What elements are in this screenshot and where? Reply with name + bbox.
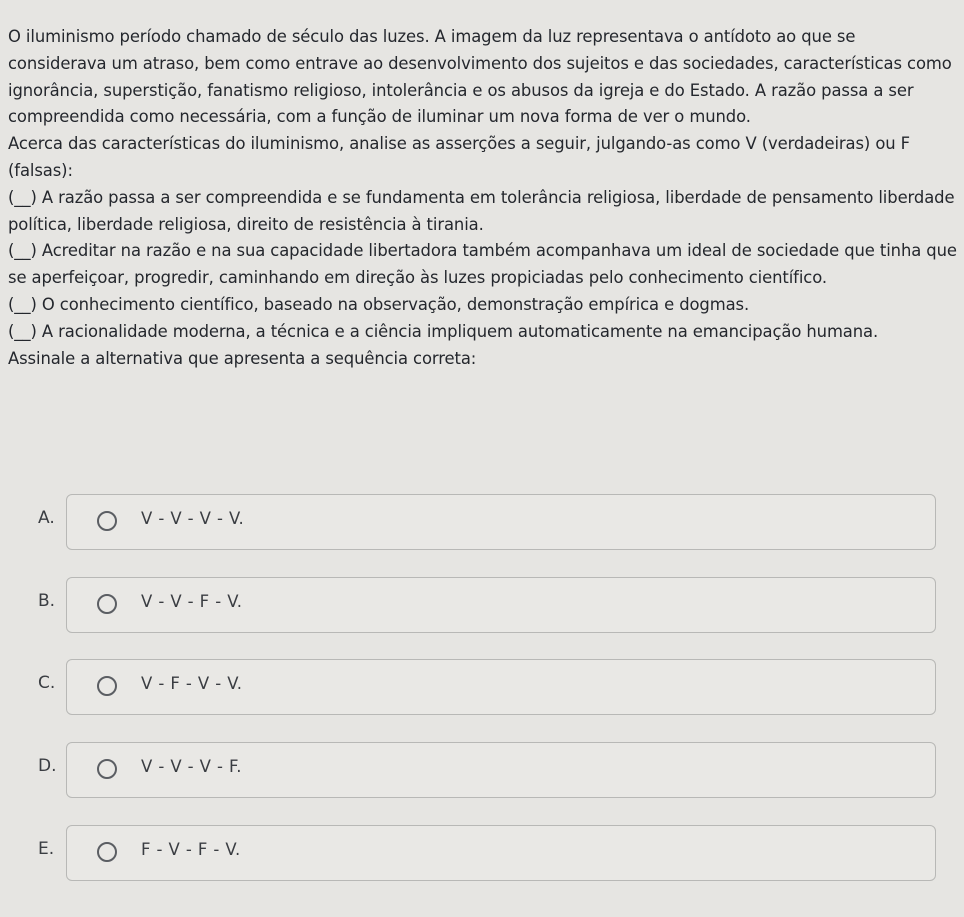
option-c-text: V - F - V - V. xyxy=(141,674,243,693)
radio-circle-icon[interactable] xyxy=(97,511,117,531)
question-intro: O iluminismo período chamado de século das luzes. A imagem da luz representava o antídoto ao que se considerava um atraso, bem como entrave ao desenvolvimento dos sujeitos e das sociedades, características como ignorância, superstição, fanatismo religioso, intolerância e os abusos da igreja e do Estado. A razão passa a ser compreendida como necessária, com a função de iluminar um nova forma de ver o mundo. xyxy=(8,27,952,127)
option-letter-c: C. xyxy=(38,673,56,693)
radio-circle-icon[interactable] xyxy=(97,759,117,779)
radio-circle-icon[interactable] xyxy=(97,594,117,614)
option-d-text: V - V - V - F. xyxy=(141,757,242,776)
option-b[interactable] xyxy=(66,577,936,633)
statement-3: (__) O conhecimento científico, baseado na observação, demonstração empírica e dogmas. xyxy=(8,294,750,314)
radio-circle-icon[interactable] xyxy=(97,676,117,696)
question-instruction: Acerca das características do iluminismo, analise as asserções a seguir, julgando-as como V (verdadeiras) ou F (falsas): xyxy=(8,134,910,180)
radio-circle-icon[interactable] xyxy=(97,842,117,862)
option-letter-a: A. xyxy=(38,508,55,528)
option-e[interactable] xyxy=(66,825,936,881)
option-d[interactable] xyxy=(66,742,936,798)
option-a-text: V - V - V - V. xyxy=(141,509,245,528)
option-b-text: V - V - F - V. xyxy=(141,592,243,611)
option-e-text: F - V - F - V. xyxy=(141,840,241,859)
question-prompt: Assinale a alternativa que apresenta a sequência correta: xyxy=(8,348,477,368)
statement-2: (__) Acreditar na razão e na sua capacidade libertadora também acompanhava um ideal de sociedade que tinha que se aperfeiçoar, progredir, caminhando em direção às luzes propiciadas pelo conhecimento científico. xyxy=(8,241,957,288)
statement-4: (__) A racionalidade moderna, a técnica e a ciência impliquem automaticamente na emancipação humana. xyxy=(8,321,879,341)
option-letter-e: E. xyxy=(38,839,55,859)
statement-1: (__) A razão passa a ser compreendida e se fundamenta em tolerância religiosa, liberdade de pensamento liberdade política, liberdade religiosa, direito de resistência à tirania. xyxy=(8,187,955,234)
option-a[interactable] xyxy=(66,494,936,550)
option-letter-b: B. xyxy=(38,591,56,611)
option-c[interactable] xyxy=(66,659,936,715)
option-letter-d: D. xyxy=(38,756,57,776)
